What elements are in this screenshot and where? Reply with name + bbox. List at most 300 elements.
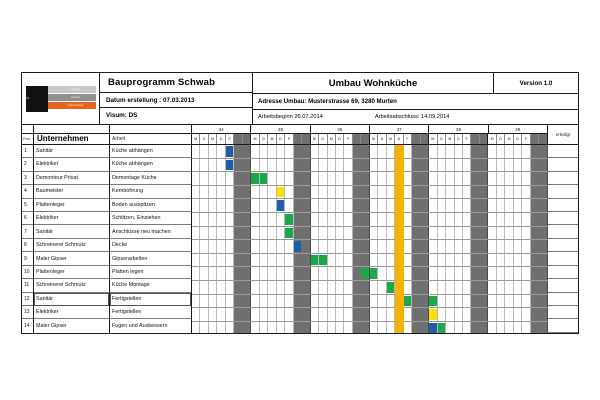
gantt-cell[interactable] [319, 295, 327, 308]
gantt-cell[interactable] [412, 267, 420, 280]
gantt-cell[interactable] [217, 267, 225, 280]
gantt-cell[interactable] [531, 213, 539, 226]
gantt-cell[interactable] [353, 322, 361, 333]
gantt-cell[interactable] [446, 240, 454, 253]
gantt-cell[interactable] [226, 308, 234, 321]
gantt-cell[interactable] [531, 186, 539, 199]
gantt-cell[interactable] [243, 240, 251, 253]
gantt-cell[interactable] [260, 213, 268, 226]
gantt-cell[interactable] [336, 227, 344, 240]
gantt-cell[interactable] [505, 145, 513, 158]
gantt-cell[interactable] [243, 159, 251, 172]
gantt-cell[interactable] [277, 172, 285, 185]
gantt-cell[interactable] [480, 172, 488, 185]
gantt-cell[interactable] [209, 295, 217, 308]
gantt-cell[interactable] [328, 199, 336, 212]
gantt-cell[interactable] [404, 186, 412, 199]
gantt-cell[interactable] [277, 186, 285, 199]
gantt-cell[interactable] [353, 295, 361, 308]
gantt-cell[interactable] [336, 145, 344, 158]
gantt-cell[interactable] [497, 240, 505, 253]
gantt-cell[interactable] [319, 308, 327, 321]
gantt-cell[interactable] [251, 213, 259, 226]
gantt-cell[interactable] [311, 254, 319, 267]
gantt-cell[interactable] [294, 186, 302, 199]
gantt-cell[interactable] [412, 227, 420, 240]
gantt-cell[interactable] [378, 308, 386, 321]
gantt-cell[interactable] [311, 227, 319, 240]
gantt-cell[interactable] [285, 145, 293, 158]
gantt-cell[interactable] [429, 281, 437, 294]
gantt-cell[interactable] [446, 295, 454, 308]
gantt-cell[interactable] [226, 213, 234, 226]
gantt-cell[interactable] [455, 240, 463, 253]
gantt-cell[interactable] [311, 186, 319, 199]
gantt-cell[interactable] [395, 172, 403, 185]
gantt-cell[interactable] [353, 213, 361, 226]
gantt-cell[interactable] [404, 308, 412, 321]
gantt-cell[interactable] [387, 145, 395, 158]
gantt-cell[interactable] [344, 213, 352, 226]
gantt-cell[interactable] [260, 227, 268, 240]
gantt-cell[interactable] [200, 281, 208, 294]
gantt-cell[interactable] [471, 159, 479, 172]
gantt-cell[interactable] [209, 186, 217, 199]
gantt-cell[interactable] [404, 281, 412, 294]
gantt-cell[interactable] [268, 254, 276, 267]
gantt-cell[interactable] [370, 213, 378, 226]
gantt-cell[interactable] [429, 172, 437, 185]
gantt-cell[interactable] [497, 227, 505, 240]
gantt-cell[interactable] [531, 159, 539, 172]
gantt-cell[interactable] [226, 172, 234, 185]
gantt-cell[interactable] [328, 281, 336, 294]
gantt-cell[interactable] [268, 281, 276, 294]
gantt-cell[interactable] [378, 199, 386, 212]
gantt-bar[interactable] [226, 146, 233, 157]
gantt-cell[interactable] [488, 322, 496, 333]
gantt-cell[interactable] [336, 295, 344, 308]
gantt-cell[interactable] [446, 281, 454, 294]
gantt-cell[interactable] [209, 145, 217, 158]
table-row-done[interactable] [548, 266, 578, 279]
gantt-cell[interactable] [277, 199, 285, 212]
gantt-cell[interactable] [361, 145, 369, 158]
gantt-cell[interactable] [455, 199, 463, 212]
gantt-cell[interactable] [378, 254, 386, 267]
gantt-cell[interactable] [497, 254, 505, 267]
gantt-cell[interactable] [234, 172, 242, 185]
gantt-bars-area[interactable] [192, 145, 548, 333]
gantt-cell[interactable] [395, 227, 403, 240]
gantt-cell[interactable] [344, 281, 352, 294]
gantt-cell[interactable] [505, 254, 513, 267]
gantt-cell[interactable] [539, 308, 547, 321]
gantt-cell[interactable] [285, 322, 293, 333]
gantt-cell[interactable] [497, 172, 505, 185]
gantt-cell[interactable] [277, 159, 285, 172]
gantt-cell[interactable] [192, 322, 200, 333]
gantt-cell[interactable] [251, 186, 259, 199]
gantt-cell[interactable] [539, 159, 547, 172]
gantt-cell[interactable] [200, 172, 208, 185]
gantt-cell[interactable] [463, 199, 471, 212]
gantt-cell[interactable] [328, 172, 336, 185]
gantt-cell[interactable] [234, 213, 242, 226]
gantt-cell[interactable] [243, 227, 251, 240]
gantt-cell[interactable] [243, 199, 251, 212]
gantt-bar[interactable] [370, 268, 377, 279]
gantt-cell[interactable] [531, 227, 539, 240]
gantt-bar[interactable] [277, 187, 284, 198]
gantt-cell[interactable] [429, 186, 437, 199]
gantt-cell[interactable] [319, 172, 327, 185]
gantt-cell[interactable] [455, 145, 463, 158]
gantt-cell[interactable] [505, 213, 513, 226]
gantt-cell[interactable] [455, 159, 463, 172]
gantt-cell[interactable] [243, 322, 251, 333]
gantt-cell[interactable] [539, 227, 547, 240]
gantt-cell[interactable] [438, 186, 446, 199]
gantt-cell[interactable] [531, 254, 539, 267]
gantt-cell[interactable] [463, 145, 471, 158]
gantt-cell[interactable] [361, 199, 369, 212]
gantt-cell[interactable] [319, 240, 327, 253]
gantt-cell[interactable] [285, 186, 293, 199]
gantt-cell[interactable] [539, 267, 547, 280]
gantt-cell[interactable] [268, 186, 276, 199]
gantt-cell[interactable] [497, 199, 505, 212]
gantt-cell[interactable] [192, 281, 200, 294]
gantt-cell[interactable] [302, 295, 310, 308]
gantt-cell[interactable] [429, 295, 437, 308]
gantt-cell[interactable] [370, 145, 378, 158]
gantt-cell[interactable] [319, 281, 327, 294]
gantt-cell[interactable] [480, 159, 488, 172]
gantt-cell[interactable] [277, 227, 285, 240]
gantt-cell[interactable] [226, 145, 234, 158]
gantt-cell[interactable] [234, 267, 242, 280]
gantt-cell[interactable] [531, 199, 539, 212]
gantt-cell[interactable] [370, 281, 378, 294]
gantt-cell[interactable] [463, 254, 471, 267]
gantt-bar[interactable] [319, 255, 326, 266]
gantt-cell[interactable] [429, 322, 437, 333]
gantt-cell[interactable] [234, 199, 242, 212]
gantt-cell[interactable] [319, 254, 327, 267]
gantt-cell[interactable] [387, 281, 395, 294]
gantt-cell[interactable] [421, 213, 429, 226]
gantt-cell[interactable] [209, 213, 217, 226]
gantt-cell[interactable] [497, 145, 505, 158]
gantt-cell[interactable] [217, 227, 225, 240]
gantt-cell[interactable] [243, 281, 251, 294]
table-row-done[interactable] [548, 225, 578, 238]
gantt-cell[interactable] [243, 254, 251, 267]
gantt-cell[interactable] [311, 308, 319, 321]
gantt-cell[interactable] [344, 295, 352, 308]
gantt-cell[interactable] [539, 254, 547, 267]
gantt-cell[interactable] [412, 145, 420, 158]
gantt-cell[interactable] [463, 227, 471, 240]
gantt-cell[interactable] [455, 322, 463, 333]
gantt-cell[interactable] [539, 295, 547, 308]
gantt-cell[interactable] [480, 254, 488, 267]
gantt-cell[interactable] [446, 267, 454, 280]
gantt-cell[interactable] [294, 322, 302, 333]
gantt-cell[interactable] [522, 186, 530, 199]
gantt-cell[interactable] [438, 295, 446, 308]
gantt-cell[interactable] [302, 199, 310, 212]
gantt-cell[interactable] [353, 145, 361, 158]
gantt-cell[interactable] [200, 308, 208, 321]
gantt-cell[interactable] [361, 267, 369, 280]
gantt-cell[interactable] [344, 186, 352, 199]
gantt-bar[interactable] [429, 296, 436, 307]
gantt-cell[interactable] [251, 254, 259, 267]
gantt-cell[interactable] [488, 159, 496, 172]
gantt-cell[interactable] [514, 322, 522, 333]
gantt-cell[interactable] [522, 227, 530, 240]
gantt-cell[interactable] [480, 281, 488, 294]
gantt-cell[interactable] [344, 199, 352, 212]
gantt-cell[interactable] [488, 267, 496, 280]
gantt-cell[interactable] [260, 308, 268, 321]
gantt-cell[interactable] [302, 172, 310, 185]
gantt-cell[interactable] [438, 227, 446, 240]
gantt-cell[interactable] [260, 322, 268, 333]
gantt-cell[interactable] [412, 254, 420, 267]
gantt-cell[interactable] [361, 322, 369, 333]
gantt-cell[interactable] [251, 172, 259, 185]
gantt-cell[interactable] [497, 186, 505, 199]
gantt-cell[interactable] [277, 308, 285, 321]
gantt-cell[interactable] [404, 227, 412, 240]
gantt-cell[interactable] [311, 295, 319, 308]
gantt-cell[interactable] [353, 281, 361, 294]
gantt-cell[interactable] [480, 308, 488, 321]
gantt-cell[interactable] [505, 281, 513, 294]
gantt-cell[interactable] [328, 186, 336, 199]
gantt-cell[interactable] [217, 281, 225, 294]
gantt-cell[interactable] [488, 254, 496, 267]
gantt-cell[interactable] [311, 199, 319, 212]
gantt-cell[interactable] [260, 267, 268, 280]
gantt-cell[interactable] [192, 199, 200, 212]
gantt-cell[interactable] [353, 186, 361, 199]
gantt-cell[interactable] [328, 159, 336, 172]
gantt-cell[interactable] [404, 213, 412, 226]
gantt-cell[interactable] [505, 159, 513, 172]
gantt-cell[interactable] [336, 240, 344, 253]
gantt-cell[interactable] [455, 227, 463, 240]
gantt-cell[interactable] [260, 254, 268, 267]
gantt-cell[interactable] [353, 308, 361, 321]
gantt-cell[interactable] [471, 240, 479, 253]
gantt-cell[interactable] [251, 295, 259, 308]
gantt-cell[interactable] [463, 159, 471, 172]
gantt-cell[interactable] [344, 227, 352, 240]
gantt-cell[interactable] [344, 267, 352, 280]
gantt-cell[interactable] [455, 213, 463, 226]
gantt-cell[interactable] [488, 186, 496, 199]
gantt-cell[interactable] [378, 295, 386, 308]
gantt-cell[interactable] [514, 186, 522, 199]
gantt-cell[interactable] [370, 308, 378, 321]
gantt-cell[interactable] [421, 322, 429, 333]
gantt-cell[interactable] [234, 322, 242, 333]
gantt-cell[interactable] [463, 267, 471, 280]
gantt-cell[interactable] [522, 159, 530, 172]
gantt-cell[interactable] [302, 240, 310, 253]
gantt-cell[interactable] [531, 281, 539, 294]
gantt-cell[interactable] [285, 240, 293, 253]
gantt-cell[interactable] [285, 213, 293, 226]
gantt-cell[interactable] [217, 308, 225, 321]
gantt-cell[interactable] [438, 145, 446, 158]
gantt-cell[interactable] [311, 159, 319, 172]
gantt-cell[interactable] [438, 159, 446, 172]
gantt-cell[interactable] [463, 308, 471, 321]
gantt-cell[interactable] [302, 308, 310, 321]
gantt-cell[interactable] [192, 213, 200, 226]
gantt-cell[interactable] [480, 186, 488, 199]
gantt-cell[interactable] [395, 186, 403, 199]
gantt-cell[interactable] [488, 240, 496, 253]
gantt-cell[interactable] [395, 295, 403, 308]
gantt-cell[interactable] [370, 240, 378, 253]
gantt-cell[interactable] [531, 172, 539, 185]
table-row-done[interactable] [548, 293, 578, 306]
gantt-cell[interactable] [328, 145, 336, 158]
gantt-cell[interactable] [294, 281, 302, 294]
gantt-cell[interactable] [531, 308, 539, 321]
gantt-cell[interactable] [209, 227, 217, 240]
gantt-cell[interactable] [421, 308, 429, 321]
gantt-cell[interactable] [226, 322, 234, 333]
gantt-cell[interactable] [488, 213, 496, 226]
gantt-cell[interactable] [387, 254, 395, 267]
gantt-bar[interactable] [395, 282, 402, 293]
gantt-cell[interactable] [217, 159, 225, 172]
gantt-cell[interactable] [328, 240, 336, 253]
gantt-bar[interactable] [285, 214, 292, 225]
gantt-cell[interactable] [344, 308, 352, 321]
gantt-cell[interactable] [522, 308, 530, 321]
gantt-cell[interactable] [539, 186, 547, 199]
gantt-cell[interactable] [370, 186, 378, 199]
gantt-cell[interactable] [471, 227, 479, 240]
gantt-cell[interactable] [539, 172, 547, 185]
gantt-cell[interactable] [514, 254, 522, 267]
gantt-cell[interactable] [522, 267, 530, 280]
gantt-cell[interactable] [311, 281, 319, 294]
gantt-cell[interactable] [217, 199, 225, 212]
gantt-cell[interactable] [531, 267, 539, 280]
gantt-cell[interactable] [217, 254, 225, 267]
gantt-cell[interactable] [285, 267, 293, 280]
gantt-cell[interactable] [421, 227, 429, 240]
gantt-cell[interactable] [395, 159, 403, 172]
gantt-cell[interactable] [319, 145, 327, 158]
gantt-cell[interactable] [353, 159, 361, 172]
gantt-cell[interactable] [294, 213, 302, 226]
gantt-cell[interactable] [285, 199, 293, 212]
gantt-cell[interactable] [412, 322, 420, 333]
gantt-cell[interactable] [251, 145, 259, 158]
gantt-cell[interactable] [243, 267, 251, 280]
gantt-cell[interactable] [455, 281, 463, 294]
gantt-cell[interactable] [336, 322, 344, 333]
gantt-cell[interactable] [336, 267, 344, 280]
gantt-cell[interactable] [438, 199, 446, 212]
gantt-cell[interactable] [294, 240, 302, 253]
gantt-cell[interactable] [463, 322, 471, 333]
gantt-cell[interactable] [497, 308, 505, 321]
gantt-cell[interactable] [251, 281, 259, 294]
gantt-cell[interactable] [243, 186, 251, 199]
gantt-cell[interactable] [353, 227, 361, 240]
gantt-cell[interactable] [429, 227, 437, 240]
gantt-cell[interactable] [455, 186, 463, 199]
table-row-done[interactable] [548, 185, 578, 198]
gantt-cell[interactable] [344, 145, 352, 158]
gantt-cell[interactable] [421, 295, 429, 308]
gantt-cell[interactable] [404, 199, 412, 212]
gantt-cell[interactable] [319, 267, 327, 280]
gantt-cell[interactable] [488, 145, 496, 158]
gantt-cell[interactable] [302, 145, 310, 158]
gantt-cell[interactable] [268, 213, 276, 226]
gantt-cell[interactable] [463, 172, 471, 185]
gantt-cell[interactable] [370, 295, 378, 308]
gantt-cell[interactable] [251, 267, 259, 280]
gantt-cell[interactable] [387, 172, 395, 185]
gantt-cell[interactable] [277, 240, 285, 253]
gantt-cell[interactable] [192, 186, 200, 199]
gantt-cell[interactable] [268, 308, 276, 321]
gantt-cell[interactable] [294, 172, 302, 185]
gantt-cell[interactable] [505, 172, 513, 185]
gantt-cell[interactable] [319, 322, 327, 333]
gantt-cell[interactable] [395, 240, 403, 253]
gantt-cell[interactable] [387, 227, 395, 240]
gantt-cell[interactable] [209, 281, 217, 294]
gantt-cell[interactable] [361, 308, 369, 321]
gantt-cell[interactable] [217, 145, 225, 158]
gantt-cell[interactable] [302, 322, 310, 333]
gantt-cell[interactable] [505, 240, 513, 253]
gantt-cell[interactable] [514, 159, 522, 172]
gantt-cell[interactable] [387, 213, 395, 226]
gantt-cell[interactable] [455, 308, 463, 321]
gantt-cell[interactable] [378, 240, 386, 253]
gantt-cell[interactable] [429, 213, 437, 226]
gantt-cell[interactable] [522, 213, 530, 226]
gantt-cell[interactable] [226, 159, 234, 172]
gantt-cell[interactable] [412, 186, 420, 199]
gantt-cell[interactable] [234, 240, 242, 253]
gantt-cell[interactable] [370, 227, 378, 240]
gantt-cell[interactable] [328, 254, 336, 267]
gantt-cell[interactable] [361, 159, 369, 172]
gantt-cell[interactable] [480, 199, 488, 212]
gantt-cell[interactable] [505, 308, 513, 321]
gantt-cell[interactable] [209, 159, 217, 172]
gantt-cell[interactable] [336, 172, 344, 185]
gantt-cell[interactable] [421, 267, 429, 280]
gantt-cell[interactable] [531, 145, 539, 158]
